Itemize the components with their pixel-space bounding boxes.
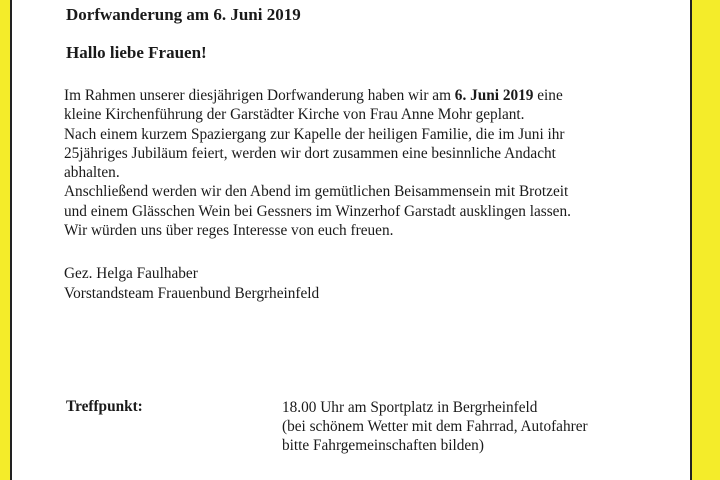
greeting-heading: Hallo liebe Frauen!: [66, 43, 207, 62]
meeting-point-label: Treffpunkt:: [66, 398, 143, 415]
body-line-2: kleine Kirchenführung der Garstädter Kirche von Frau Anne Mohr geplant.: [64, 106, 525, 124]
event-date: 6. Juni 2019: [454, 87, 534, 104]
meeting-point-details: [282, 398, 588, 456]
body-line-5: abhalten.: [64, 164, 120, 182]
body-line-1-end: eine: [533, 87, 563, 104]
body-line-1: [64, 86, 571, 105]
left-yellow-border: [0, 0, 12, 480]
body-line-7: und einem Glässchen Wein bei Gessners im Winzerhof Garstadt ausklingen lassen.: [64, 202, 571, 220]
signature-organization: Vorstandsteam Frauenbund Bergrheinfeld: [64, 284, 320, 302]
body-line-4: 25jähriges Jubiläum feiert, werden wir dort zusammen eine besinnliche Andacht: [64, 144, 556, 162]
page-title: Dorfwanderung am 6. Juni 2019: [66, 5, 301, 24]
body-text: [64, 86, 571, 240]
body-line-6: Anschließend werden wir den Abend im gemütlichen Beisammensein mit Brotzeit: [64, 183, 569, 201]
body-line-3: Nach einem kurzem Spaziergang zur Kapelle der heiligen Familie, die im Juni ihr: [64, 125, 565, 143]
flyer-page: [12, 0, 690, 480]
signature-name: Gez. Helga Faulhaber: [64, 265, 198, 282]
right-yellow-border: [690, 0, 720, 480]
meeting-time-location: 18.00 Uhr am Sportplatz in Bergrheinfeld: [282, 399, 538, 416]
meeting-note-1: (bei schönem Wetter mit dem Fahrrad, Autofahrer: [282, 418, 588, 436]
meeting-note-2: bitte Fahrgemeinschaften bilden): [282, 437, 484, 455]
body-line-8: Wir würden uns über reges Interesse von euch freuen.: [64, 222, 394, 240]
signature-block: [64, 264, 319, 303]
body-line-1-start: Im Rahmen unserer diesjährigen Dorfwanderung haben wir am: [64, 87, 455, 104]
